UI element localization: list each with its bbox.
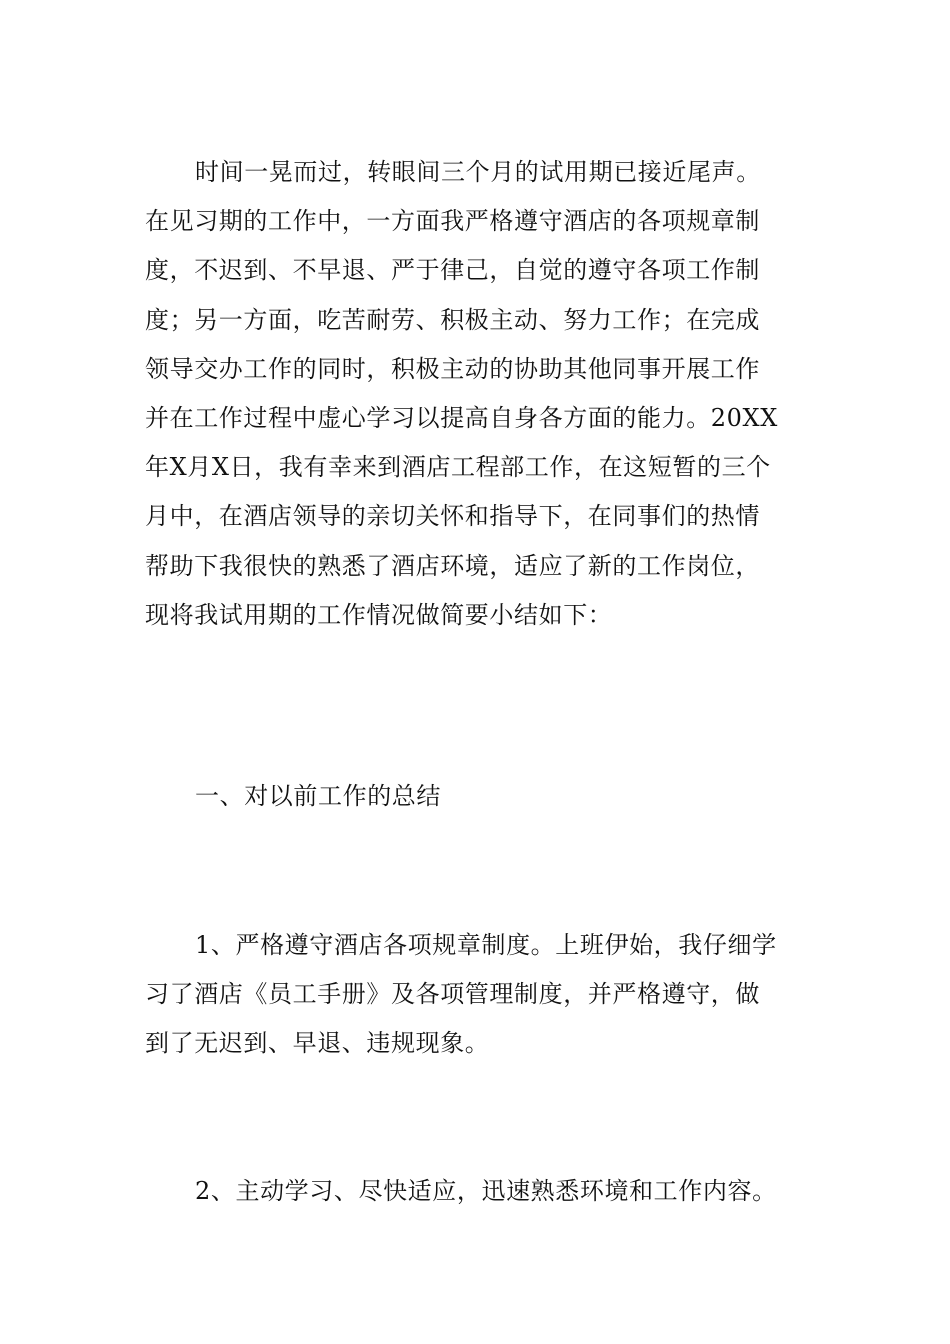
paragraph-line: 现将我试用期的工作情况做简要小结如下： [145, 600, 613, 629]
item-1-paragraph [145, 921, 810, 1069]
section-heading-text: 一、对以前工作的总结 [195, 782, 441, 810]
section-heading [145, 772, 810, 821]
paragraph-line: 月中，在酒店领导的亲切关怀和指导下，在同事们的热情 [145, 502, 760, 531]
paragraph-line: 1、严格遵守酒店各项规章制度。上班伊始，我仔细学 [195, 931, 777, 959]
intro-paragraph [145, 148, 810, 640]
paragraph-line: 度；另一方面，吃苦耐劳、积极主动、努力工作；在完成 [145, 305, 760, 334]
paragraph-line: 2、主动学习、尽快适应，迅速熟悉环境和工作内容。 [195, 1177, 777, 1205]
paragraph-line: 时间一晃而过，转眼间三个月的试用期已接近尾声。 [195, 158, 761, 186]
paragraph-line: 习了酒店《员工手册》及各项管理制度，并严格遵守，做 [145, 980, 760, 1009]
paragraph-line: 并在工作过程中虚心学习以提高自身各方面的能力。20XX [145, 403, 778, 432]
paragraph-line: 年X月X日，我有幸来到酒店工程部工作，在这短暂的三个 [145, 453, 771, 482]
paragraph-line: 领导交办工作的同时，积极主动的协助其他同事开展工作 [145, 354, 760, 383]
paragraph-line: 帮助下我很快的熟悉了酒店环境，适应了新的工作岗位， [145, 551, 760, 580]
item-2-paragraph [145, 1167, 810, 1216]
paragraph-line: 度，不迟到、不早退、严于律己，自觉的遵守各项工作制 [145, 256, 760, 285]
paragraph-line: 在见习期的工作中，一方面我严格遵守酒店的各项规章制 [145, 207, 760, 236]
paragraph-line: 到了无迟到、早退、违规现象。 [145, 1029, 490, 1058]
